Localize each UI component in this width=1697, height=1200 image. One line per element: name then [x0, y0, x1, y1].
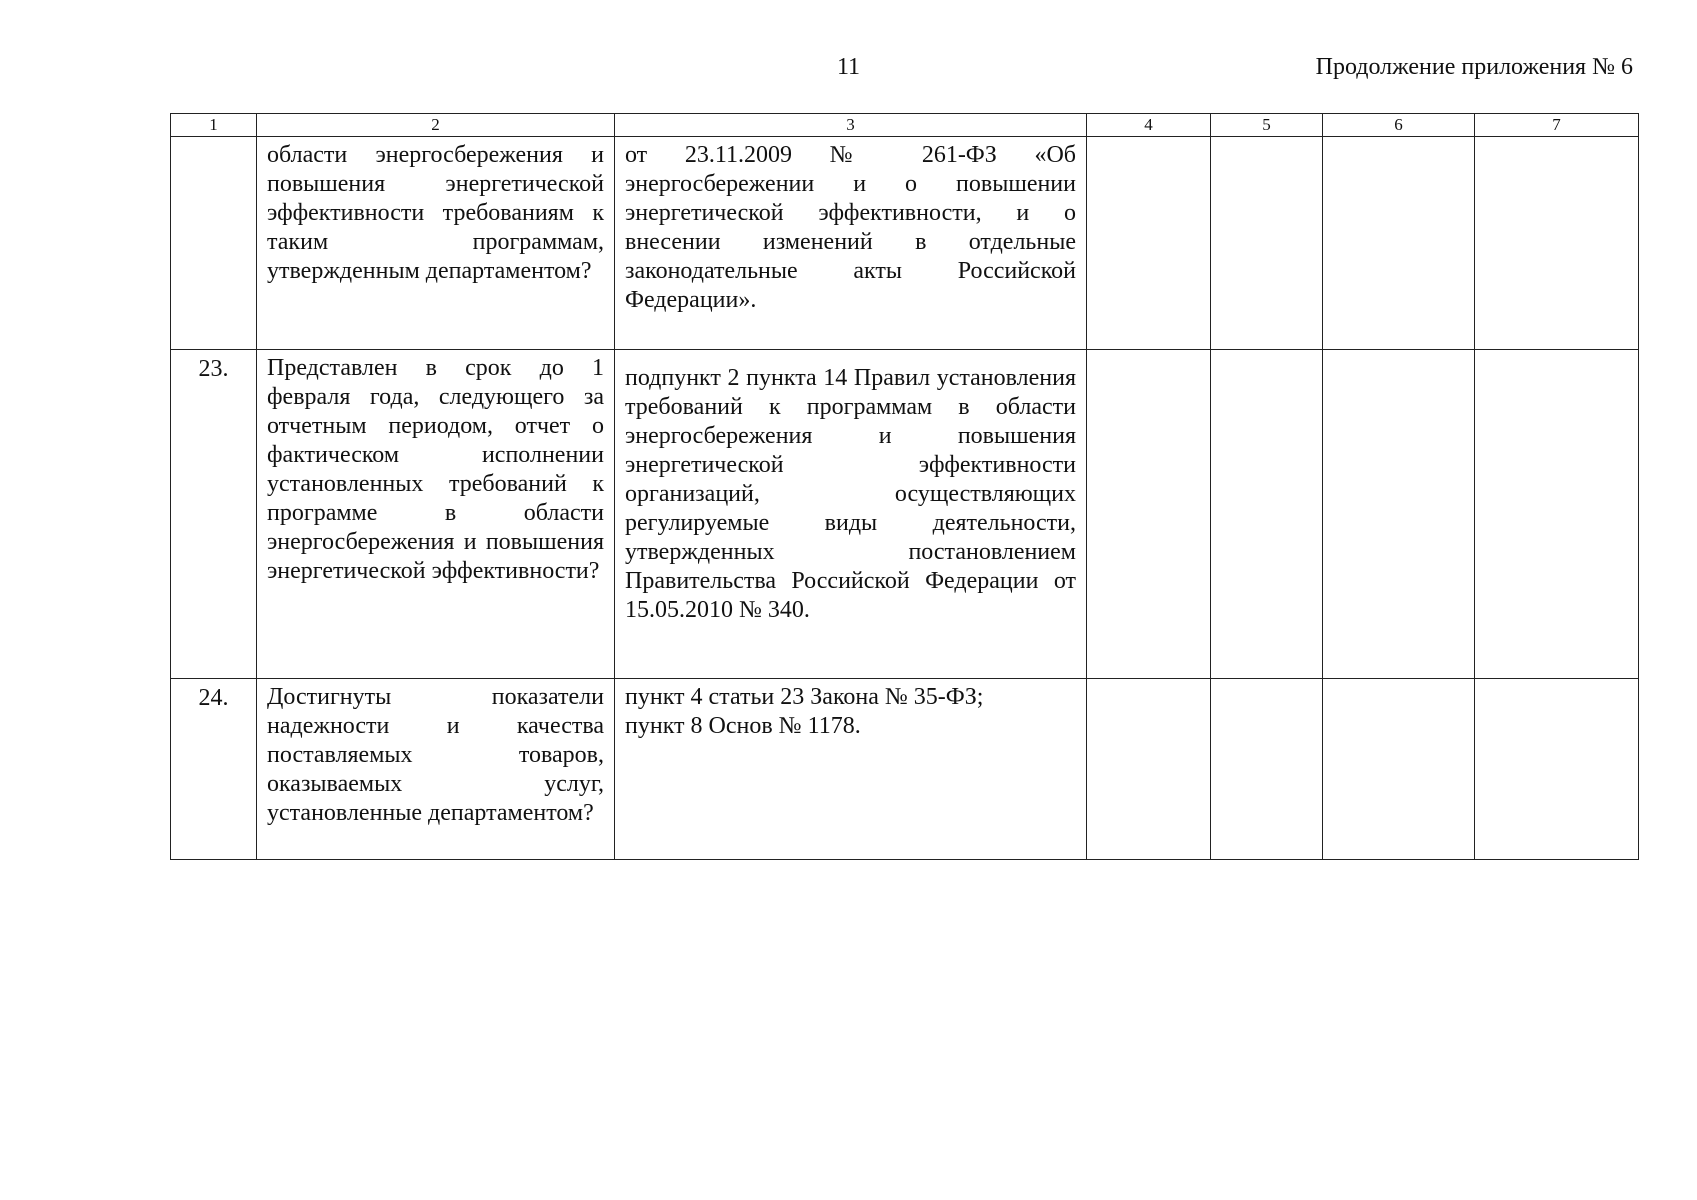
appendix-continuation-label: Продолжение приложения № 6: [1315, 54, 1633, 80]
column-7-cell: [1475, 679, 1639, 860]
question-cell: [257, 350, 615, 679]
legal-basis-text: от 23.11.2009 № 261-ФЗ «Об энергосбережении и о повышении энергетической эффективности, и о внесении изменений в отдельные законодательные акты Российской Федерации».: [625, 142, 1076, 313]
question-cell: [257, 679, 615, 860]
column-number-row: [171, 114, 1639, 137]
question-cell: [257, 137, 615, 350]
question-text: области энергосбережения и повышения энергетической эффективности требованиям к таким программам, утвержденным департаментом?: [267, 142, 604, 284]
column-number: 5: [1211, 114, 1323, 137]
question-text: Представлен в срок до 1 февраля года, следующего за отчетным периодом, отчет о фактическом исполнении установленных требований к программе в области энергосбережения и повышения энергетической эффективности?: [267, 355, 604, 584]
table-header: [171, 114, 1639, 137]
legal-basis-cell: [615, 137, 1087, 350]
column-5-cell: [1211, 137, 1323, 350]
legal-basis-cell: [615, 679, 1087, 860]
column-7-cell: [1475, 350, 1639, 679]
column-number: 3: [615, 114, 1087, 137]
column-6-cell: [1323, 679, 1475, 860]
column-6-cell: [1323, 350, 1475, 679]
column-4-cell: [1087, 350, 1211, 679]
column-4-cell: [1087, 137, 1211, 350]
legal-basis-line: пункт 4 статьи 23 Закона № 35-ФЗ;: [625, 684, 984, 710]
column-number: 2: [257, 114, 615, 137]
row-number-cell: [171, 137, 257, 350]
column-number: 4: [1087, 114, 1211, 137]
checklist-table: [170, 113, 1639, 860]
column-4-cell: [1087, 679, 1211, 860]
table-row: [171, 137, 1639, 350]
question-text: Достигнуты показатели надежности и качества поставляемых товаров, оказываемых услуг, установленные департаментом?: [267, 684, 604, 826]
column-number: 6: [1323, 114, 1475, 137]
column-5-cell: [1211, 679, 1323, 860]
row-number-cell: 24.: [171, 679, 257, 860]
legal-basis-text: подпункт 2 пункта 14 Правил установления требований к программам в области энергосбережения и повышения энергетической эффективности организаций, осуществляющих регулируемые виды деятельности, утвержденных постановлением Правительства Российской Федерации от 15.05.2010 № 340.: [625, 365, 1076, 623]
column-5-cell: [1211, 350, 1323, 679]
column-number: 7: [1475, 114, 1639, 137]
column-6-cell: [1323, 137, 1475, 350]
table-row: [171, 350, 1639, 679]
column-number: 1: [171, 114, 257, 137]
table-row: [171, 679, 1639, 860]
legal-basis-line: пункт 8 Основ № 1178.: [625, 713, 861, 739]
row-number-cell: 23.: [171, 350, 257, 679]
page-number-text: 11: [836, 54, 861, 80]
legal-basis-cell: [615, 350, 1087, 679]
column-7-cell: [1475, 137, 1639, 350]
